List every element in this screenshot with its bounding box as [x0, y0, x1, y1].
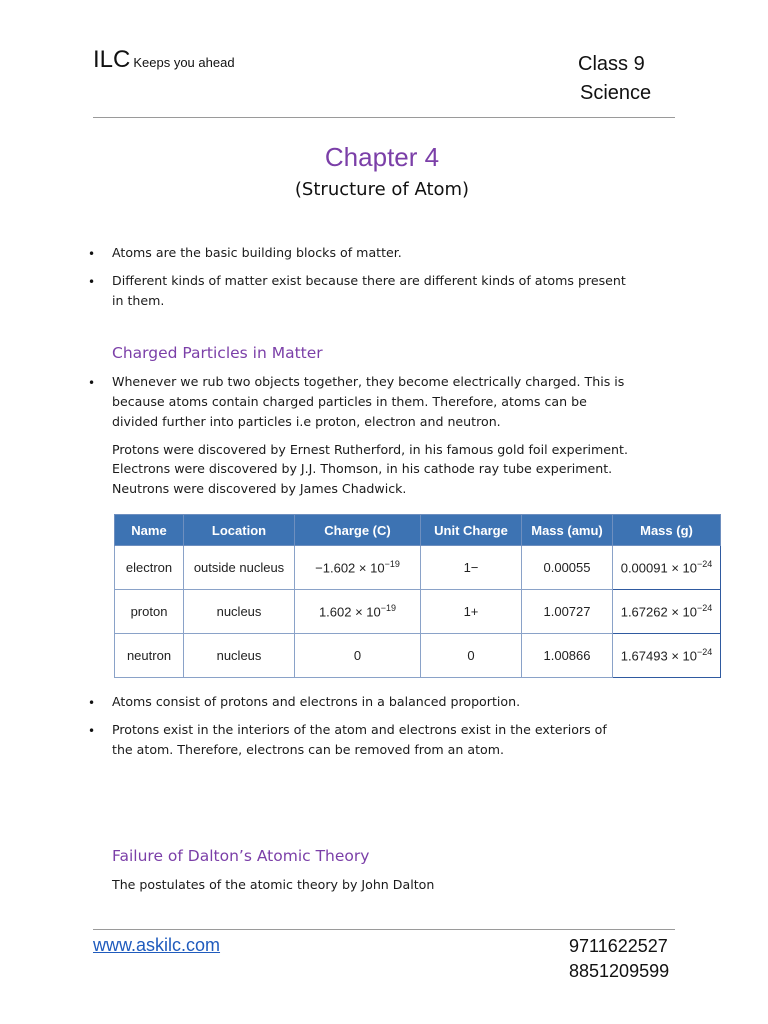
- phone-number-1: 9711622527: [569, 936, 668, 956]
- particle-unit-charge: 1+: [421, 590, 522, 634]
- discovery-line-electrons: Electrons were discovered by J.J. Thomson, in his cathode ray tube experiment.: [112, 461, 613, 476]
- contact-phones: [569, 934, 669, 984]
- discovery-line-protons: Protons were discovered by Ernest Rutherford, in his famous gold foil experiment.: [112, 442, 628, 457]
- phone-number-2: 8851209599: [569, 961, 670, 981]
- chapter-title: Chapter 4: [324, 142, 440, 172]
- intro-bullet-2-line1: Different kinds of matter exist because there are different kinds of atoms present: [112, 273, 626, 288]
- column-header: Charge (C): [295, 515, 421, 546]
- header-divider: [93, 117, 675, 118]
- particle-name: proton: [115, 590, 184, 634]
- website-link[interactable]: www.askilc.com: [93, 935, 221, 955]
- mass-g-base: 1.67493 × 10: [620, 648, 697, 664]
- bullet-icon: •: [88, 247, 96, 261]
- mass-g-base: 0.00091 × 10: [620, 560, 697, 576]
- mass-g-exponent: −24: [697, 559, 713, 570]
- particle-name: electron: [115, 546, 184, 590]
- particle-location: outside nucleus: [184, 546, 295, 590]
- particle-mass-g: [613, 546, 721, 590]
- section-heading-charged-particles: Charged Particles in Matter: [112, 344, 323, 362]
- mass-g-base: 1.67262 × 10: [620, 604, 697, 620]
- charge-exponent: −19: [380, 603, 397, 614]
- particle-mass-amu: 1.00727: [522, 590, 613, 634]
- intro-bullet-2-line2: in them.: [112, 293, 165, 308]
- particle-mass-amu: 1.00866: [522, 634, 613, 678]
- footer-divider: [93, 929, 675, 930]
- particle-charge: [295, 634, 421, 678]
- after-table-bullet-2-line2: the atom. Therefore, electrons can be removed from an atom.: [112, 742, 505, 757]
- particle-location: nucleus: [184, 634, 295, 678]
- particle-location: nucleus: [184, 590, 295, 634]
- after-table-bullet-1: Atoms consist of protons and electrons in a balanced proportion.: [112, 694, 521, 709]
- charge-base: 0: [353, 648, 362, 663]
- particle-charge: [295, 546, 421, 590]
- subject-label: Science: [580, 82, 652, 104]
- particle-unit-charge: 1−: [421, 546, 522, 590]
- mass-g-exponent: −24: [697, 603, 713, 614]
- table-row: [115, 546, 721, 590]
- dalton-intro-text: The postulates of the atomic theory by John Dalton: [112, 877, 435, 892]
- charge-base: −1.602 × 10: [315, 560, 385, 576]
- section-heading-dalton-failure: Failure of Dalton’s Atomic Theory: [112, 847, 370, 865]
- column-header: Name: [115, 515, 184, 546]
- class-label: Class 9: [578, 53, 645, 75]
- particle-mass-g: [613, 634, 721, 678]
- brand-logo-text: [93, 46, 235, 74]
- subatomic-particles-table: [114, 514, 721, 678]
- particle-mass-g: [613, 590, 721, 634]
- bullet-icon: •: [88, 275, 96, 289]
- bullet-icon: •: [88, 724, 96, 738]
- charge-exponent: −19: [384, 559, 400, 570]
- table-row: [115, 634, 721, 678]
- section1-bullet-line3: divided further into particles i.e proton, electron and neutron.: [112, 414, 501, 429]
- charge-base: 1.602 × 10: [318, 604, 381, 620]
- bullet-icon: •: [88, 376, 96, 390]
- mass-g-exponent: −24: [697, 647, 713, 658]
- after-table-bullet-2-line1: Protons exist in the interiors of the atom and electrons exist in the exteriors of: [112, 722, 607, 737]
- table-row: [115, 590, 721, 634]
- particle-unit-charge: 0: [421, 634, 522, 678]
- section1-bullet-line2: because atoms contain charged particles in them. Therefore, atoms can be: [112, 394, 587, 409]
- column-header: Location: [184, 515, 295, 546]
- column-header: Mass (g): [613, 515, 721, 546]
- section1-bullet-line1: Whenever we rub two objects together, they become electrically charged. This is: [112, 374, 625, 389]
- particle-name: neutron: [115, 634, 184, 678]
- column-header: Mass (amu): [522, 515, 613, 546]
- particle-charge: [295, 590, 421, 634]
- table-header-row: [115, 515, 721, 546]
- particle-mass-amu: 0.00055: [522, 546, 613, 590]
- bullet-icon: •: [88, 696, 96, 710]
- discovery-line-neutrons: Neutrons were discovered by James Chadwick.: [112, 481, 407, 496]
- intro-bullet-1: Atoms are the basic building blocks of matter.: [112, 245, 402, 260]
- chapter-subtitle: (Structure of Atom): [294, 179, 470, 200]
- brand-name: ILC: [93, 46, 131, 73]
- class-info: [578, 50, 651, 108]
- brand-tagline: Keeps you ahead: [133, 55, 235, 70]
- column-header: Unit Charge: [421, 515, 522, 546]
